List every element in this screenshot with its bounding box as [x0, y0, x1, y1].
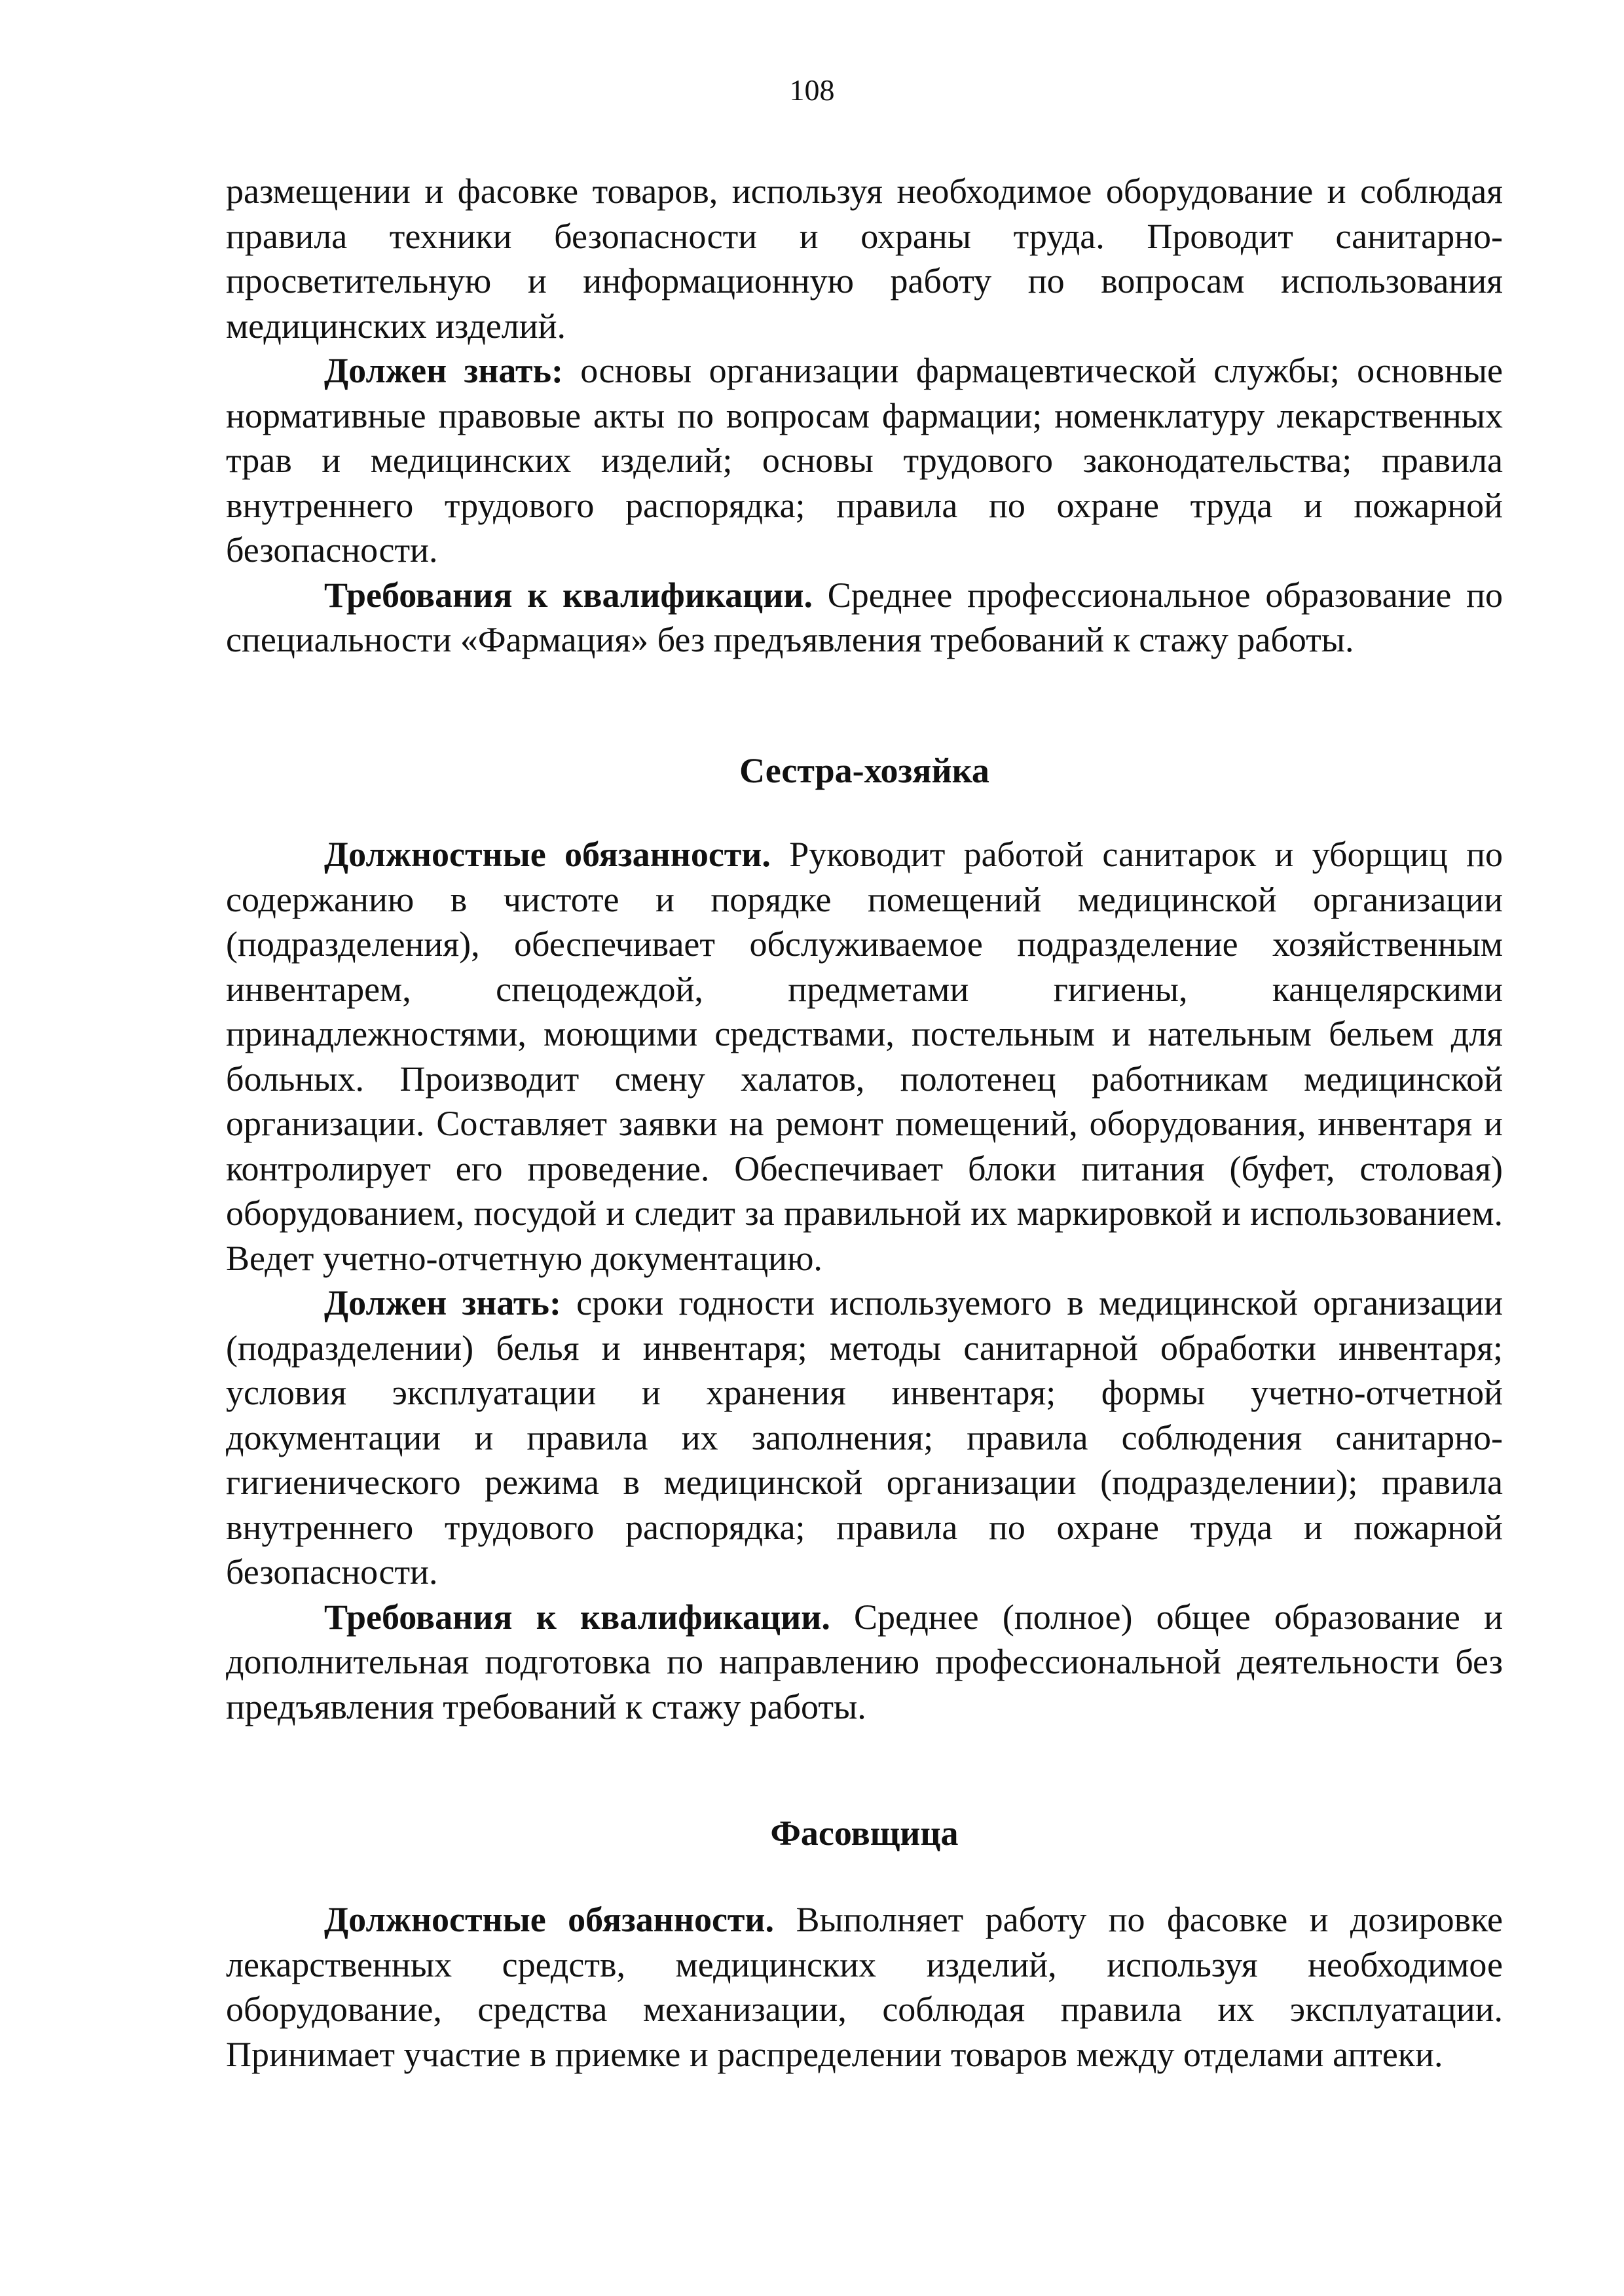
intro-know-text: основы организации фармацевтической службы; основные нормативные правовые акты по вопросам фармации; номенклатуру лекарственных трав и медицинских изделий; основы трудового законодательства; правила внутреннего трудового распорядка; правила по охране труда и пожарной безопасности.: [226, 351, 1503, 570]
intro-requirements-text: Среднее профессиональное образование по специальности «Фармация» без предъявления требований к стажу работы.: [226, 575, 1503, 659]
page-number: 108: [789, 73, 835, 107]
section-body-sestra-khozyaika: [226, 832, 1503, 1729]
duties-paragraph: [226, 832, 1503, 1281]
intro-know-paragraph: [226, 348, 1503, 573]
duties-text: Выполняет работу по фасовке и дозировке лекарственных средств, медицинских изделий, используя необходимое оборудование, средства механизации, соблюдая правила их эксплуатации. Принимает участие в приемке и распределении товаров между отделами аптеки.: [226, 1900, 1503, 2074]
duties-label: Должностные обязанности.: [324, 835, 771, 874]
section-body-fasovshchitsa: [226, 1897, 1503, 2077]
intro-requirements-paragraph: [226, 573, 1503, 663]
know-label: Должен знать:: [324, 1283, 561, 1322]
intro-block: [226, 169, 1503, 663]
intro-requirements-label: Требования к квалификации.: [324, 575, 813, 615]
section-heading-fasovshchitsa: Фасовщица: [770, 1813, 959, 1853]
section-heading-sestra-khozyaika: Сестра-хозяйка: [739, 751, 989, 790]
know-text: сроки годности используемого в медицинской организации (подразделении) белья и инвентаря; методы санитарной обработки инвентаря; условия эксплуатации и хранения инвентаря; формы учетно-отчетной документации и правила их заполнения; правила соблюдения санитарно-гигиенического режима в медицинской организации (подразделении); правила внутреннего трудового распорядка; правила по охране труда и пожарной безопасности.: [226, 1283, 1503, 1592]
intro-continuation-paragraph: [226, 169, 1503, 348]
duties-paragraph: [226, 1897, 1503, 2077]
requirements-paragraph: [226, 1595, 1503, 1730]
duties-label: Должностные обязанности.: [324, 1900, 775, 1939]
requirements-label: Требования к квалификации.: [324, 1597, 830, 1637]
intro-continuation-text: размещении и фасовке товаров, используя необходимое оборудование и соблюдая правила техники безопасности и охраны труда. Проводит санитарно-просветительную и информационную работу по вопросам использования медицинских изделий.: [226, 172, 1503, 346]
duties-text: Руководит работой санитарок и уборщиц по содержанию в чистоте и порядке помещений медицинской организации (подразделения), обеспечивает обслуживаемое подразделение хозяйственным инвентарем, спецодеждой, предметами гигиены, канцелярскими принадлежностями, моющими средствами, постельным и нательным бельем для больных. Производит смену халатов, полотенец работникам медицинской организации. Составляет заявки на ремонт помещений, оборудования, инвентаря и контролирует его проведение. Обеспечивает блоки питания (буфет, столовая) оборудованием, посудой и следит за правильной их маркировкой и использованием. Ведет учетно-отчетную документацию.: [226, 835, 1503, 1278]
requirements-text: Среднее (полное) общее образование и дополнительная подготовка по направлению профессиональной деятельности без предъявления требований к стажу работы.: [226, 1597, 1503, 1726]
know-paragraph: [226, 1281, 1503, 1595]
intro-know-label: Должен знать:: [324, 351, 564, 390]
